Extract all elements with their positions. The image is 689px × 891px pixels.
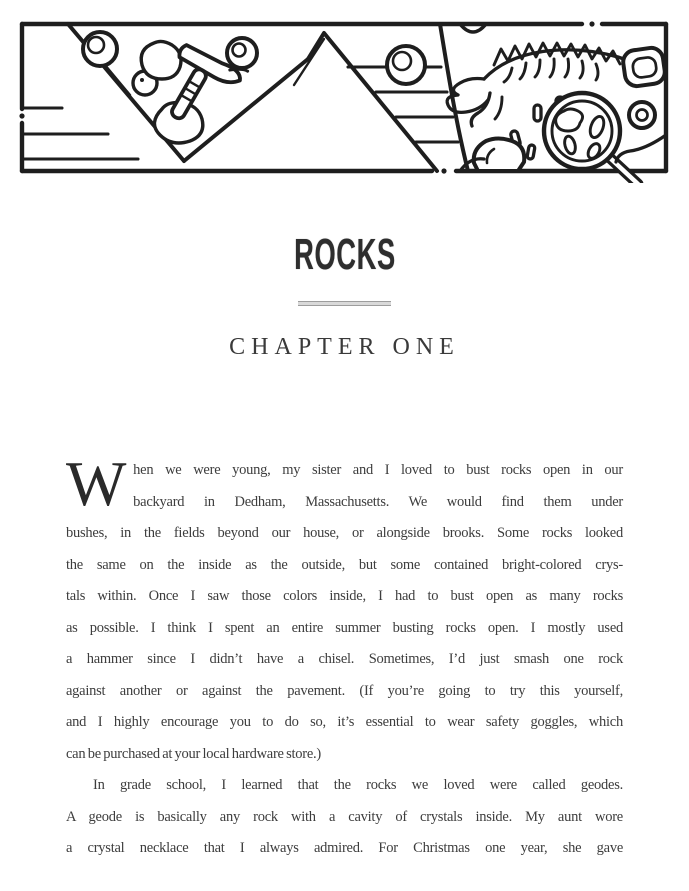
paragraph-1 [66,448,623,770]
right-pit-edge [440,24,468,171]
geode-rock-circles [83,32,257,143]
text-line: A geode is basically any rock with a cavity of crystals inside. My aunt wore [66,808,623,825]
chapter-number-label: CHAPTER ONE [229,334,460,360]
drop-cap: W [66,448,127,519]
text-line: can be purchased at your local hardware store.) [66,745,322,762]
text-line: a hammer since I didn’t have a chisel. Sometimes, I’d just smash one rock [66,651,623,667]
paragraph-2 [66,770,623,865]
text-line: bushes, in the fields beyond our house, or alongside brooks. Some rocks looked [66,525,623,541]
pebble-rocks-right [616,46,666,162]
text-line: hen we were young, my sister and I loved to bust rocks open in our [133,462,623,478]
body-text [66,448,623,865]
text-line: against another or against the pavement. (If you’re going to try this yourself, [66,682,623,699]
text-line: and I highly encourage you to do so, it’s essential to wear safety goggles, which [66,714,623,730]
text-line: tals within. Once I saw those colors inside, I had to bust open as many rocks [66,588,623,604]
chapter-title: ROCKS [293,230,396,279]
banner-svg [12,13,677,183]
chapter-banner-illustration [12,13,677,183]
text-line: as possible. I think I spent an entire summer busting rocks open. I mostly used [66,619,623,636]
text-line: In grade school, I learned that the rocks we loved were called geodes. [93,777,623,793]
pebble-rock-bottom [460,139,524,172]
text-line: backyard in Dedham, Massachusetts. We would find them under [133,493,623,510]
rock-strata-lines-left [22,108,138,159]
text-line: a crystal necklace that I always admired. For Christmas one year, she gave [66,840,623,856]
title-divider-rule [298,301,391,306]
text-line: the same on the inside as the outside, but some contained bright-colored crys- [66,556,623,573]
